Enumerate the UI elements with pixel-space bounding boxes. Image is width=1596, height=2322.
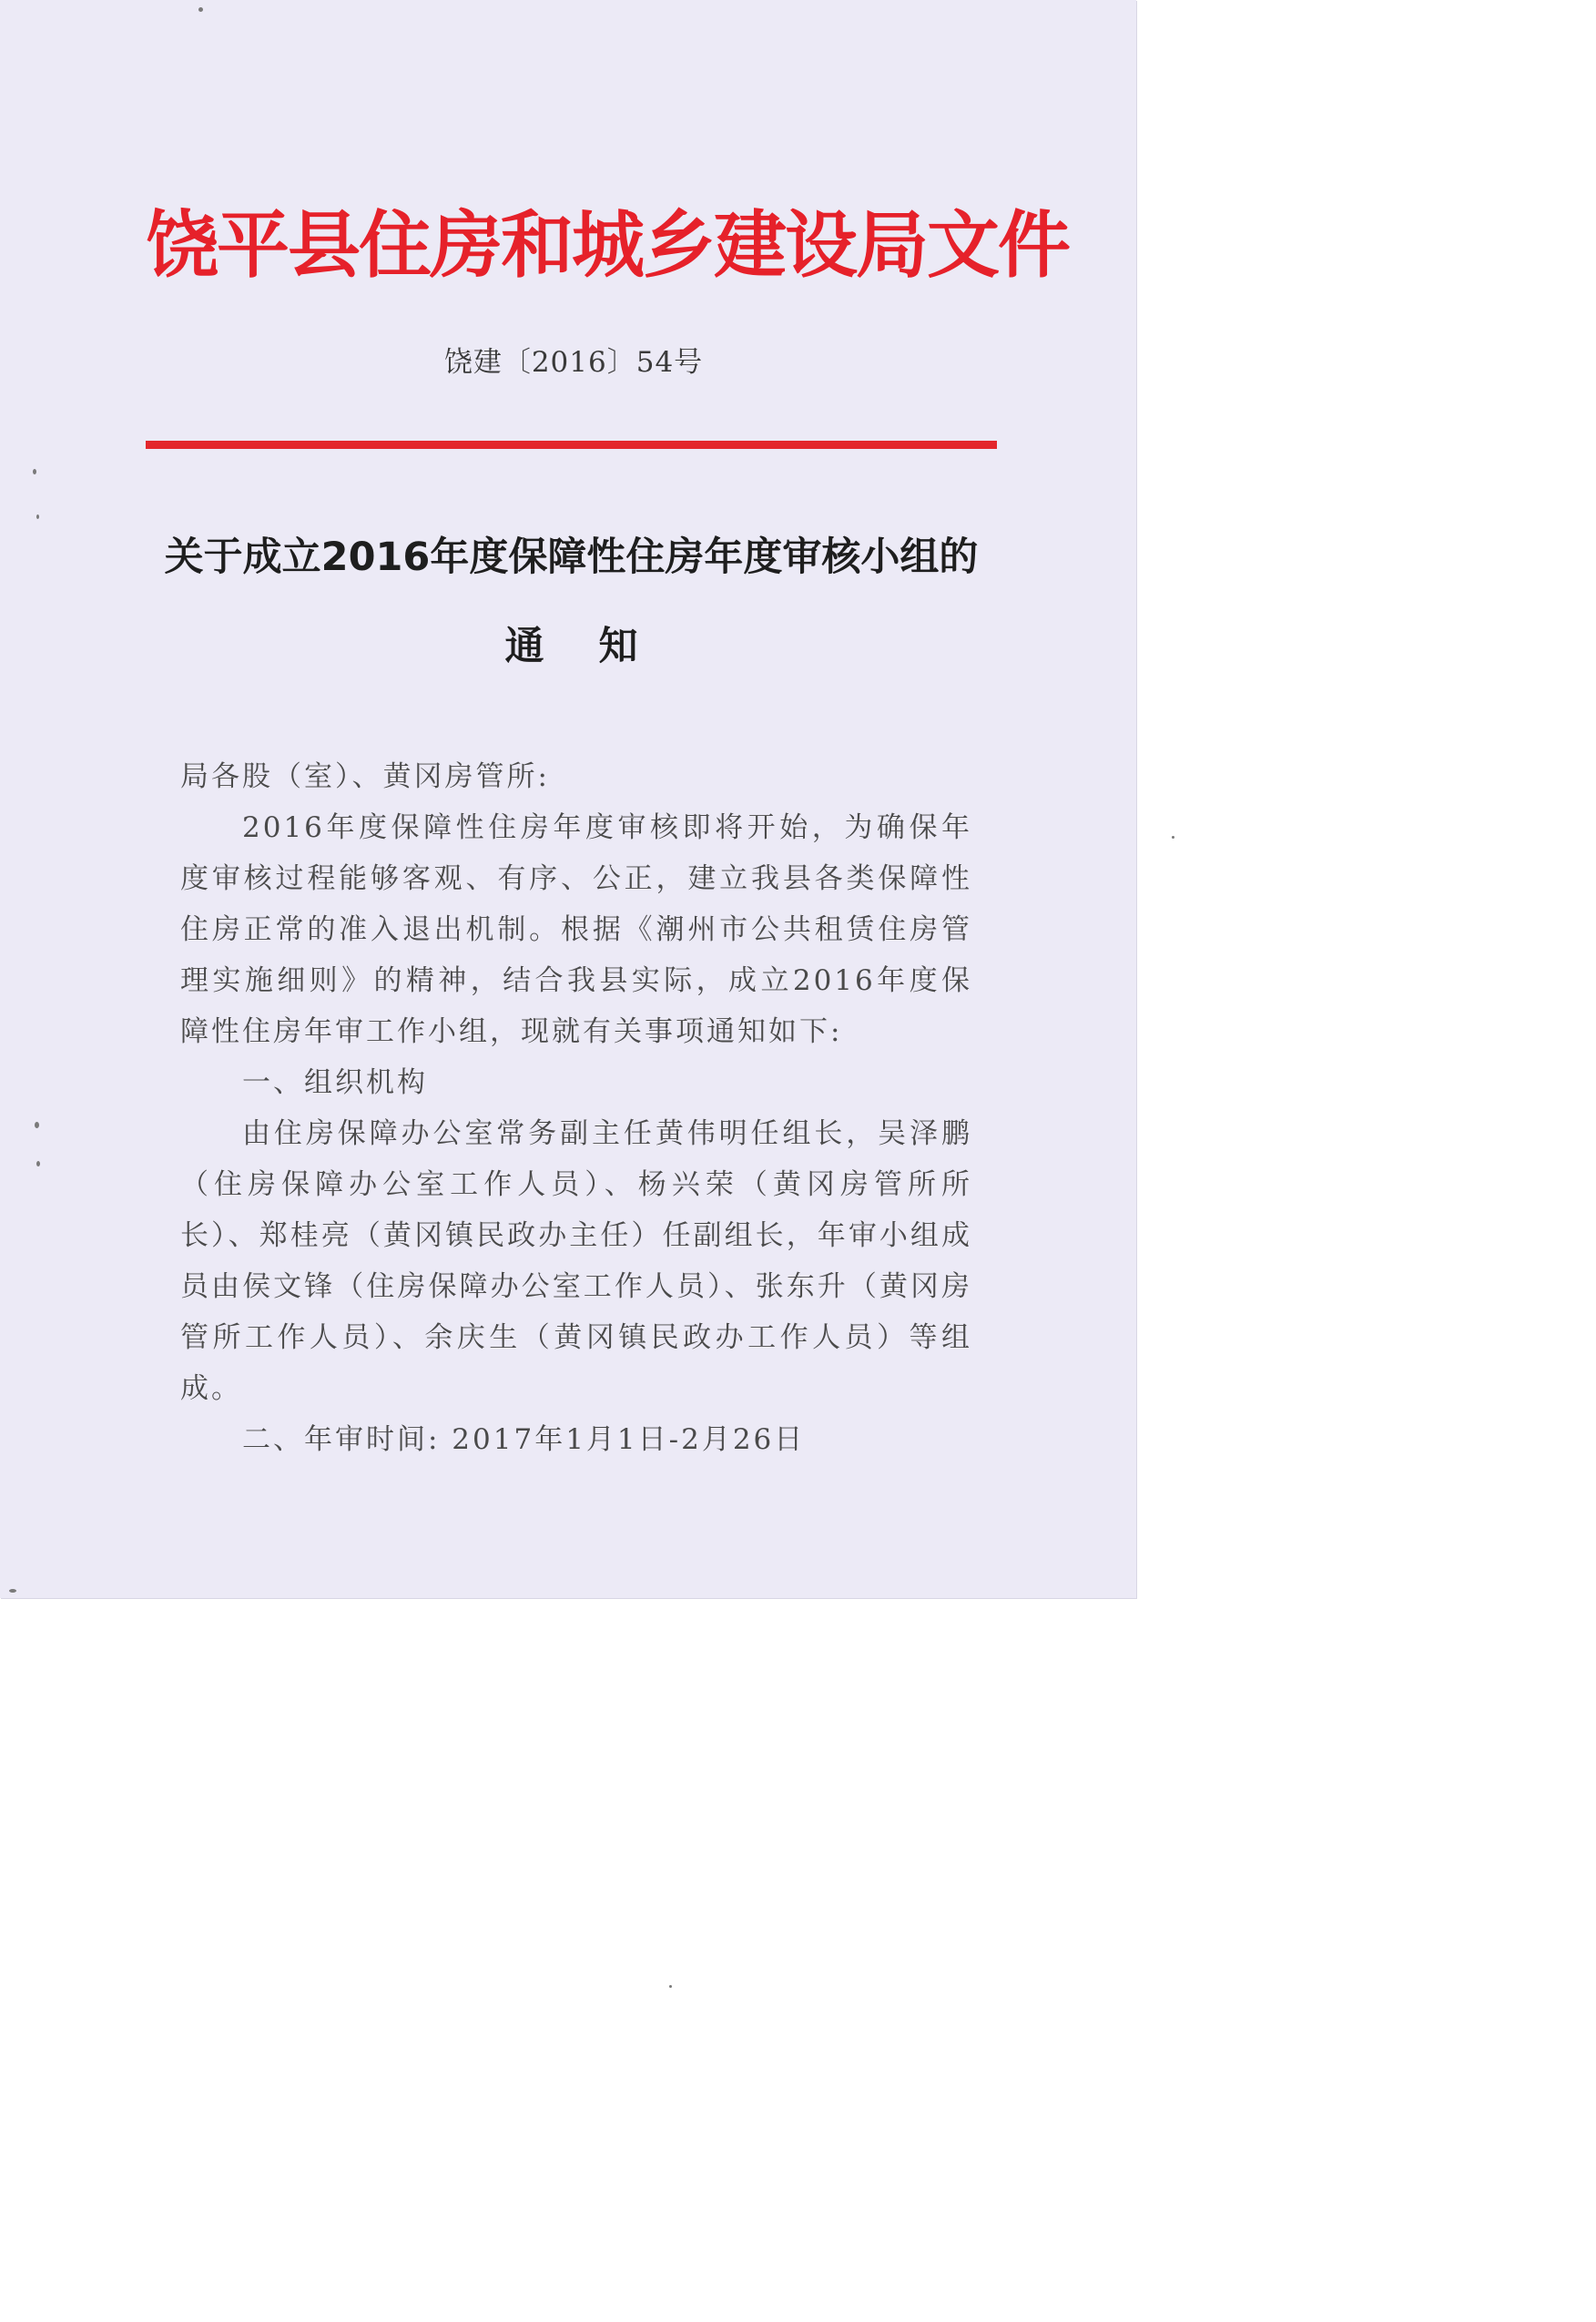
salutation: 局各股（室）、黄冈房管所: [180,760,550,793]
section-heading-organization: 一、组织机构 [242,1066,428,1099]
notice-body [180,751,972,1465]
scan-speck [33,469,36,474]
scan-speck [36,1161,40,1166]
body-paragraph-intro: 2016年度保障性住房年度审核即将开始，为确保年度审核过程能够客观、有序、公正，建立我县各类保障性住房正常的准入退出机制。根据《潮州市公共租赁住房管理实施细则》的精神，结合我县实际，成立2016年度保障性住房年审工作小组，现就有关事项通知如下: [180,811,972,1048]
agency-header-title: 饶平县住房和城乡建设局文件 [146,202,1069,288]
notice-title-line-2: 通知 [504,624,693,669]
scan-speck [9,1589,16,1593]
scan-speck [198,7,203,12]
document-sheet [0,0,1136,1598]
section-heading-review-time: 二、年审时间: 2017年1月1日-2月26日 [242,1423,806,1456]
scan-speck [1172,836,1174,839]
document-number: 饶建〔2016〕54号 [443,346,704,379]
scan-speck [669,1985,672,1988]
body-paragraph-members: 由住房保障办公室常务副主任黄伟明任组长，吴泽鹏（住房保障办公室工作人员）、杨兴荣（黄冈房管所所长）、郑桂亮（黄冈镇民政办主任）任副组长，年审小组成员由侯文锋（住房保障办公室工作人员）、张东升（黄冈房管所工作人员）、余庆生（黄冈镇民政办工作人员）等组成。 [180,1117,972,1405]
red-divider-rule [146,441,997,449]
notice-title-line-1: 关于成立2016年度保障性住房年度审核小组的 [164,535,979,580]
scan-speck [35,1122,39,1128]
scan-speck [36,514,39,519]
